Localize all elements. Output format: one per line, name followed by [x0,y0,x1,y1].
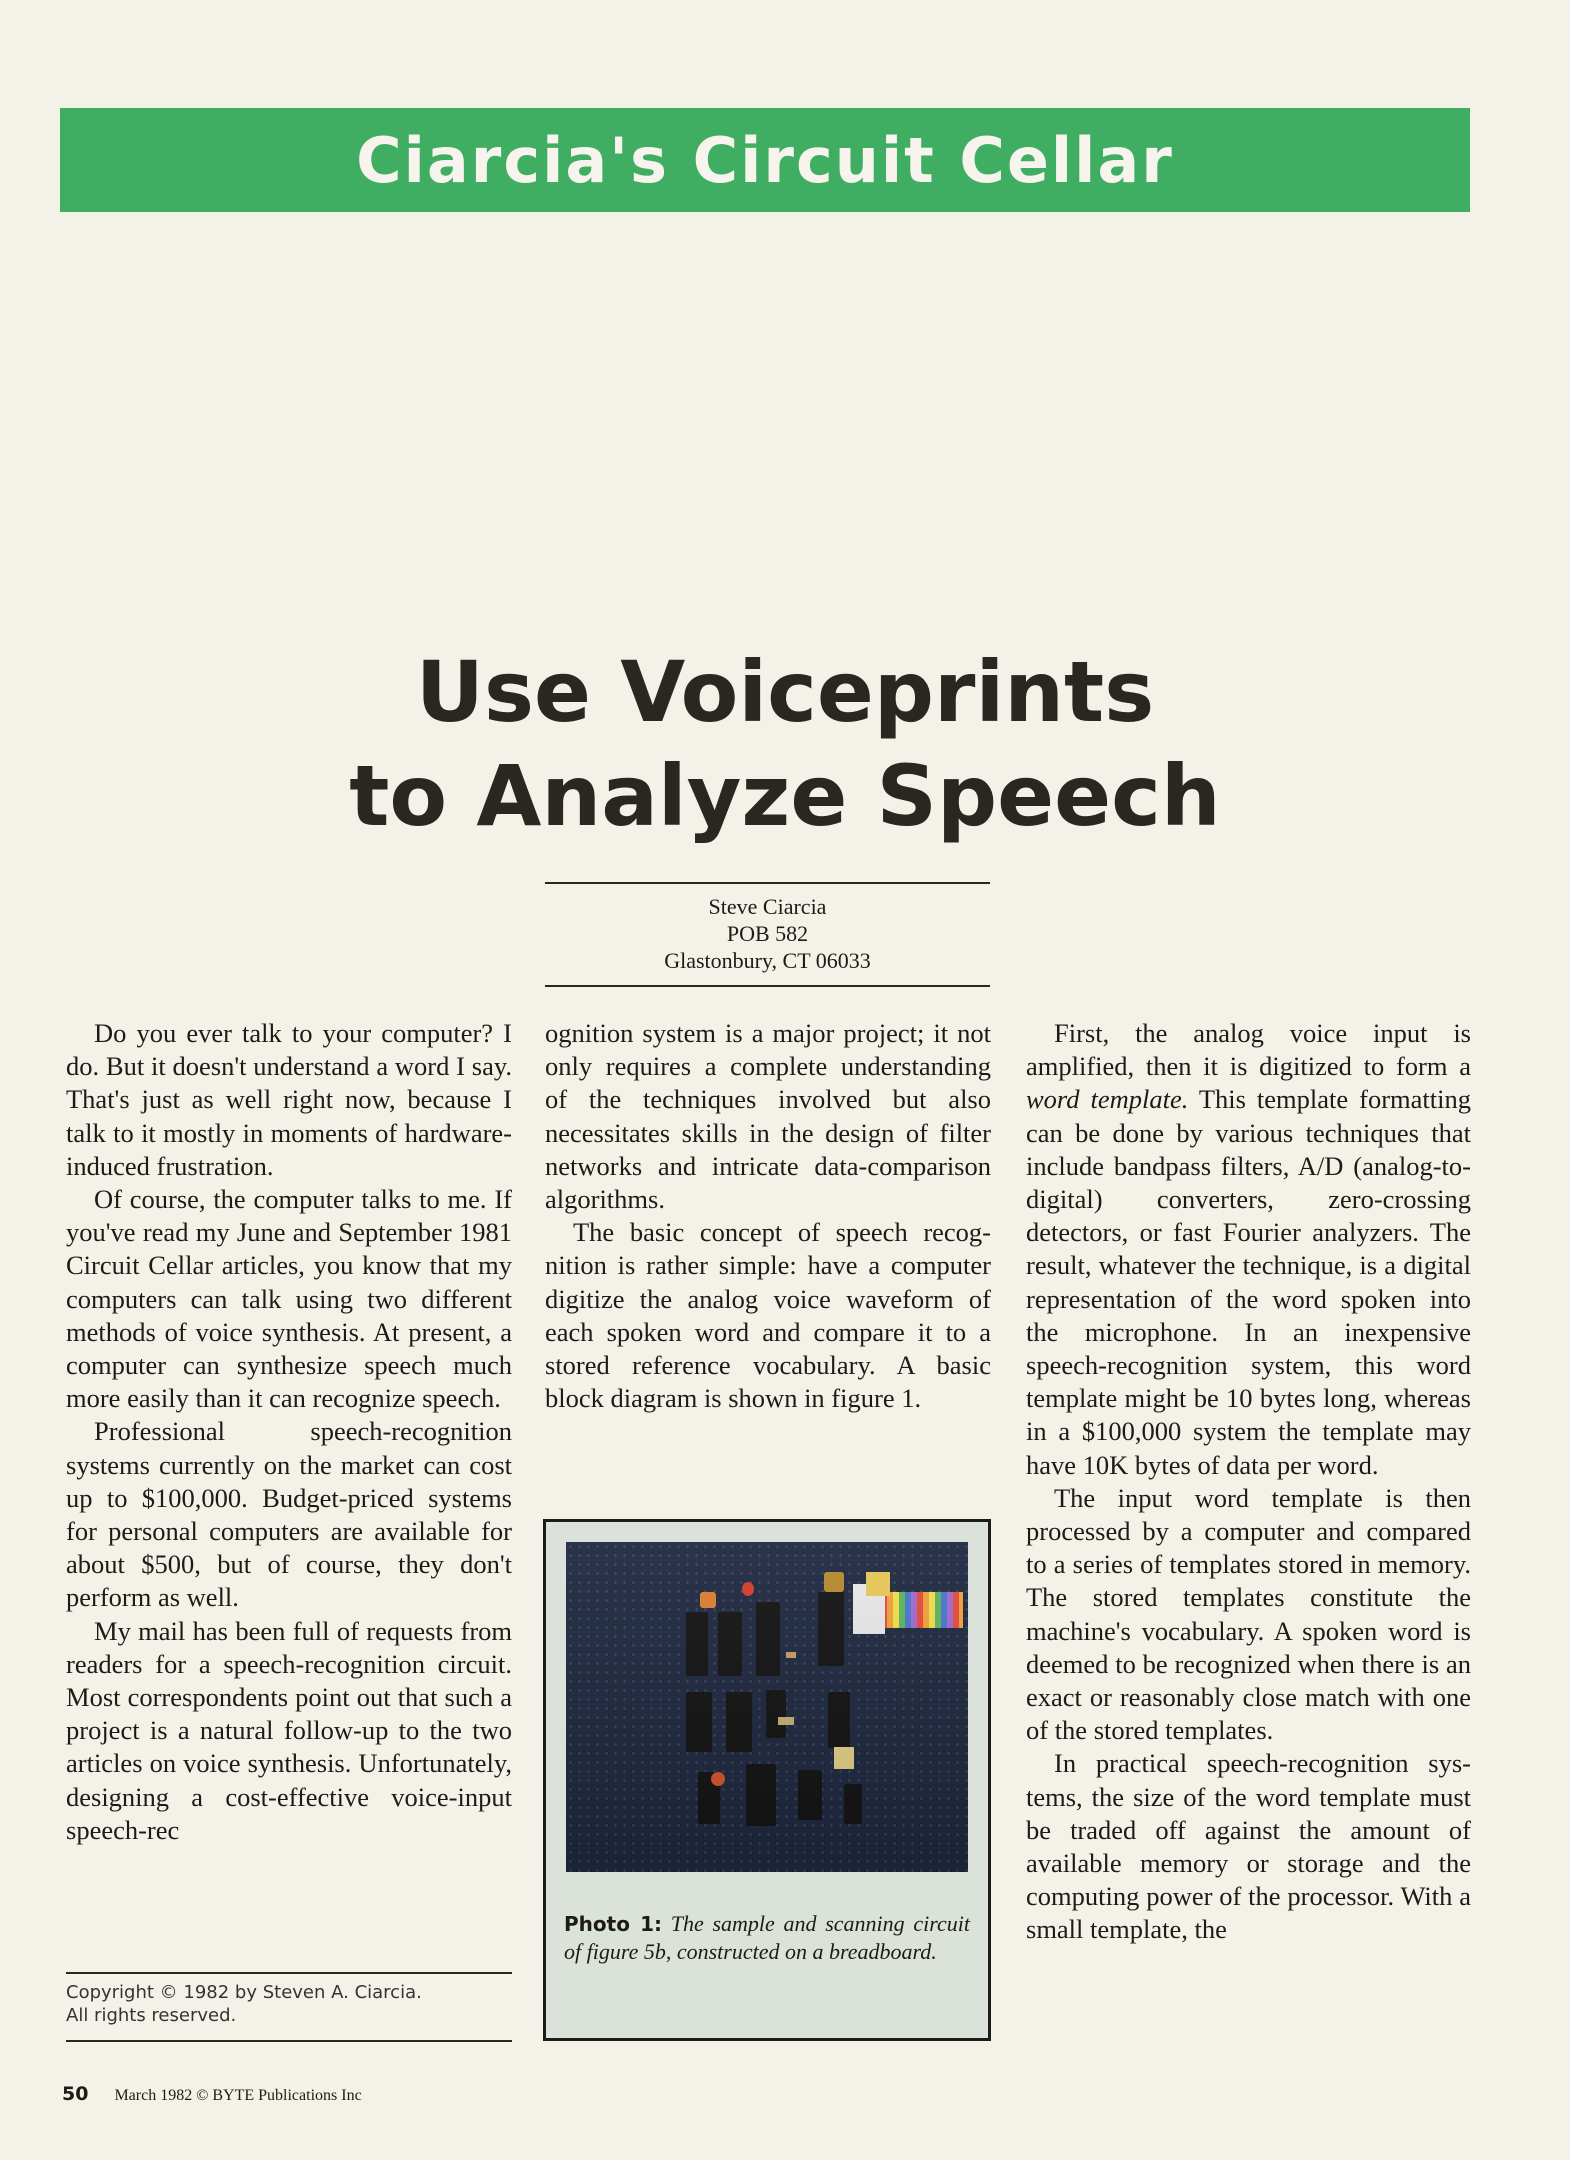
article-title-line2: to Analyze Speech [349,747,1221,845]
byline-bottom-rule [545,985,990,987]
photo-caption [564,1910,970,1966]
emphasized-term: word template. [1026,1084,1189,1115]
copyright-line1: Copyright © 1982 by Steven A. Ciarcia. [66,1982,422,2003]
copyright-top-rule [66,1972,512,1974]
article-title-line1: Use Voiceprints [415,643,1155,741]
byline-top-rule [545,882,990,884]
body-column-3 [1026,1017,1471,1947]
author-name: Steve Ciarcia [708,894,827,919]
publication-line: March 1982 © BYTE Publications Inc [114,2087,362,2104]
author-address-line2: Glastonbury, CT 06033 [664,948,871,973]
paragraph: Do you ever talk to your computer? I do. But it doesn't understand a word I say. That's just as well right now, because I talk to it mostly in moments of hardware-induced frustration. [66,1018,512,1181]
paragraph: ognition system is a major project; it not only requires a complete understanding of the techniques involved but also necessitates skills in the design of filter networks and intricate data-comparison algorithms. [545,1018,991,1215]
paragraph: The basic concept of speech recognition is rather simple: have a computer digitize the analog voice waveform of each spoken word and compare it to a stored reference vocabulary. A basic block diagram is shown in figure 1. [545,1217,991,1414]
photo-caption-label: Photo 1: [564,1912,663,1936]
banner-title: Ciarcia's Circuit Cellar [356,123,1174,197]
breadboard-photo [566,1542,968,1872]
photo-caption-text: The sample and scanning circuit of figure 5b, constructed on a breadboard. [564,1911,970,1964]
body-column-1 [66,1017,512,1847]
paragraph [1026,1017,1471,1482]
copyright-bottom-rule [66,2040,512,2042]
author-address-line1: POB 582 [726,921,809,946]
copyright-notice [66,1981,512,2027]
paragraph: In practical speech-recognition systems, the size of the word template must be traded off against the amount of available memory or storage and the computing power of the processor. With a small template, the [1026,1748,1471,1945]
paragraph: The input word template is then processed by a computer and compared to a series of templates stored in memory. The stored templates constitute the machine's vocabulary. A spoken word is deemed to be recognized when there is an exact or reasonably close match with one of the stored templates. [1026,1482,1471,1746]
photo-box [543,1519,991,2041]
paragraph: Of course, the computer talks to me. If you've read my June and September 1981 Circuit Cellar articles, you know that my computers can talk using two different methods of voice synthesis. At present, a computer can synthesize speech much more easily than it can recognize speech. [66,1184,512,1414]
paragraph-text: First, the analog voice input is amplified, then it is digitized to form a [1026,1018,1471,1082]
copyright-line2: All rights reserved. [66,2005,237,2026]
page-footer [62,2083,362,2105]
page-number: 50 [62,2083,89,2105]
paragraph: My mail has been full of requests from readers for a speech-recognition circuit. Most correspondents point out that such a project is a natural follow-up to the two articles on voice synthesis. Unfortunately, designing a cost-effective voice-input speech-rec [66,1615,512,1845]
article-title [0,640,1570,848]
section-banner [60,108,1470,212]
body-column-2 [545,1017,991,1415]
paragraph-text: This template formatting can be done by various techniques that include bandpass filters, A/D (analog-to-digital) converters, zero-crossing detectors, or fast Fourier analyzers. The result, whatever the technique, is a digital representation of the word spoken into the microphone. In an inexpensive speech-recognition system, this word template might be 10 bytes long, whereas in a $100,000 system the template may have 10K bytes of data per word. [1026,1084,1471,1480]
paragraph: Professional speech-recognition systems currently on the market can cost up to $100,000. Budget-priced systems for personal computers are available for about $500, but of course, they don't perform as well. [66,1416,512,1613]
byline [545,893,990,974]
